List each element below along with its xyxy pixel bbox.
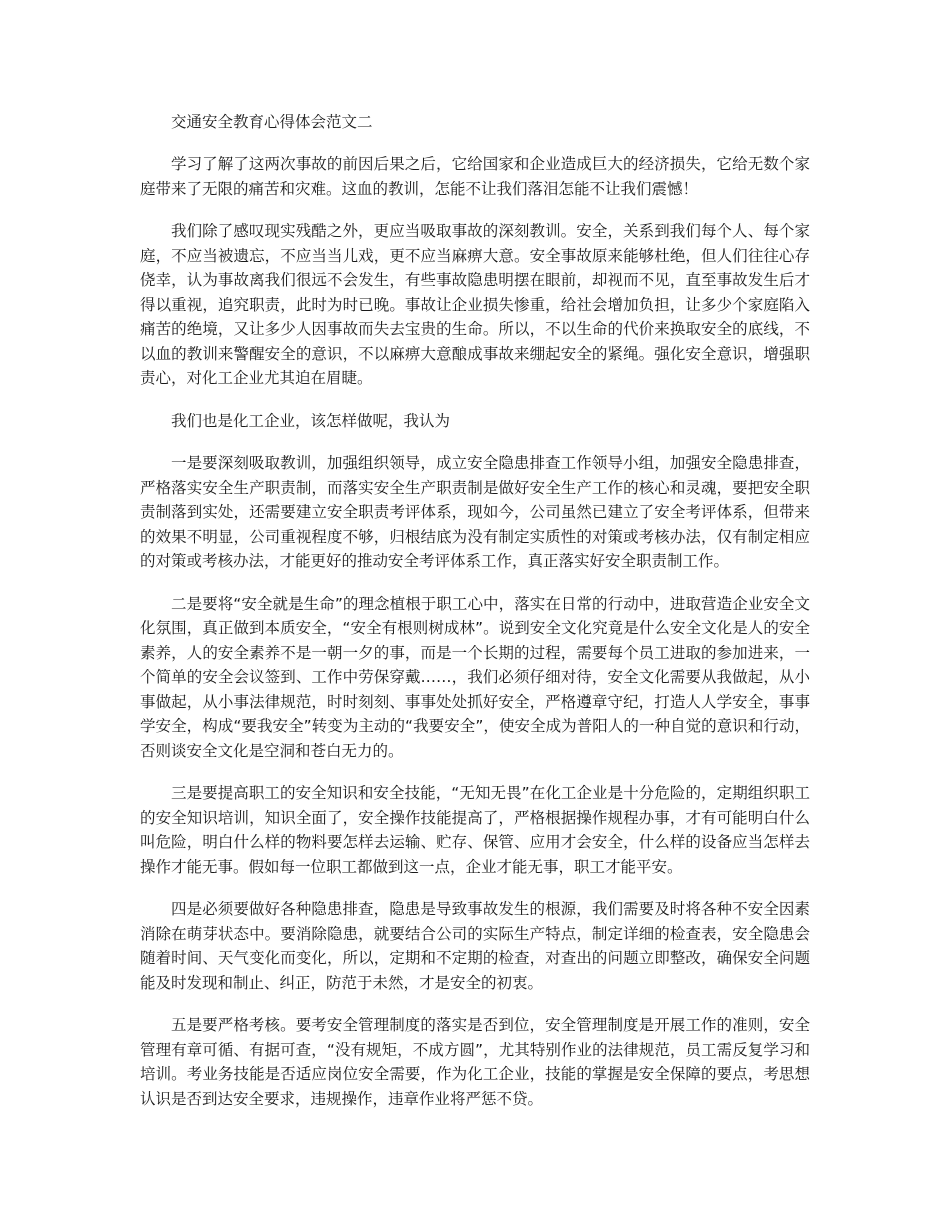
paragraph-4: 一是要深刻吸取教训，加强组织领导，成立安全隐患排查工作领导小组，加强安全隐患排查，严格落实安全生产职责制，而落实安全生产职责制是做好安全生产工作的核心和灵魂，要把安全职责制落到实处，还需要建立安全职责考评体系，现如今，公司虽然已建立了安全考评体系，但带来的效果不明显，公司重视程度不够，归根结底为没有制定实质性的对策或考核办法，仅有制定相应的对策或考核办法，才能更好的推动安全考评体系工作，真正落实好安全职责制工作。 xyxy=(140,454,810,570)
paragraph-5: 二是要将“安全就是生命”的理念植根于职工心中，落实在日常的行动中，进取营造企业安全文化氛围，真正做到本质安全，“安全有根则树成林”。说到安全文化究竟是什么安全文化是人的安全素养，人的安全素养不是一朝一夕的事，而是一个长期的过程，需要每个员工进取的参加进来，一个简单的安全会议签到、工作中劳保穿戴……，我们必须仔细对待，安全文化需要从我做起，从小事做起，从小事法律规范，时时刻刻、事事处处抓好安全，严格遵章守纪，打造人人学安全，事事学安全，构成“要我安全”转变为主动的“我要安全”，使安全成为普阳人的一种自觉的意识和行动，否则谈安全文化是空洞和苍白无力的。 xyxy=(140,594,810,760)
document-title: 交通安全教育心得体会范文二 xyxy=(171,113,373,131)
paragraph-8: 五是要严格考核。要考安全管理制度的落实是否到位，安全管理制度是开展工作的准则，安全管理有章可循、有据可查，“没有规矩，不成方圆”，尤其特别作业的法律规范，员工需反复学习和培训。考业务技能是否适应岗位安全需要，作为化工企业，技能的掌握是安全保障的要点，考思想认识是否到达安全要求，违规操作，违章作业将严惩不贷。 xyxy=(140,1016,810,1108)
paragraph-3: 我们也是化工企业，该怎样做呢，我认为 xyxy=(171,411,451,430)
paragraph-7: 四是必须要做好各种隐患排查，隐患是导致事故发生的根源，我们需要及时将各种不安全因素消除在萌芽状态中。要消除隐患，就要结合公司的实际生产特点，制定详细的检查表，安全隐患会随着时间、天气变化而变化，所以，定期和不定期的检查，对查出的问题立即整改，确保安全问题能及时发现和制止、纠正，防范于未然，才是安全的初衷。 xyxy=(140,900,810,992)
paragraph-2: 我们除了感叹现实残酷之外，更应当吸取事故的深刻教训。安全，关系到我们每个人、每个家庭，不应当被遗忘，不应当当儿戏，更不应当麻痹大意。安全事故原来能够杜绝，但人们往往心存侥幸，认为事故离我们很远不会发生，有些事故隐患明摆在眼前，却视而不见，直至事故发生后才得以重视，追究职责，此时为时已晚。事故让企业损失惨重，给社会增加负担，让多少个家庭陷入痛苦的绝境，又让多少人因事故而失去宝贵的生命。所以，不以生命的代价来换取安全的底线，不以血的教训来警醒安全的意识，不以麻痹大意酿成事故来绷起安全的紧绳。强化安全意识，增强职责心，对化工企业尤其迫在眉睫。 xyxy=(140,222,810,387)
paragraph-1: 学习了解了这两次事故的前因后果之后，它给国家和企业造成巨大的经济损失，它给无数个家庭带来了无限的痛苦和灾难。这血的教训，怎能不让我们落泪怎能不让我们震憾！ xyxy=(140,155,810,198)
paragraph-6: 三是要提高职工的安全知识和安全技能，“无知无畏”在化工企业是十分危险的，定期组织职工的安全知识培训，知识全面了，安全操作技能提高了，严格根据操作规程办事，才有可能明白什么叫危险，明白什么样的物料要怎样去运输、贮存、保管、应用才会安全，什么样的设备应当怎样去操作才能无事。假如每一位职工都做到这一点，企业才能无事，职工才能平安。 xyxy=(140,784,810,876)
